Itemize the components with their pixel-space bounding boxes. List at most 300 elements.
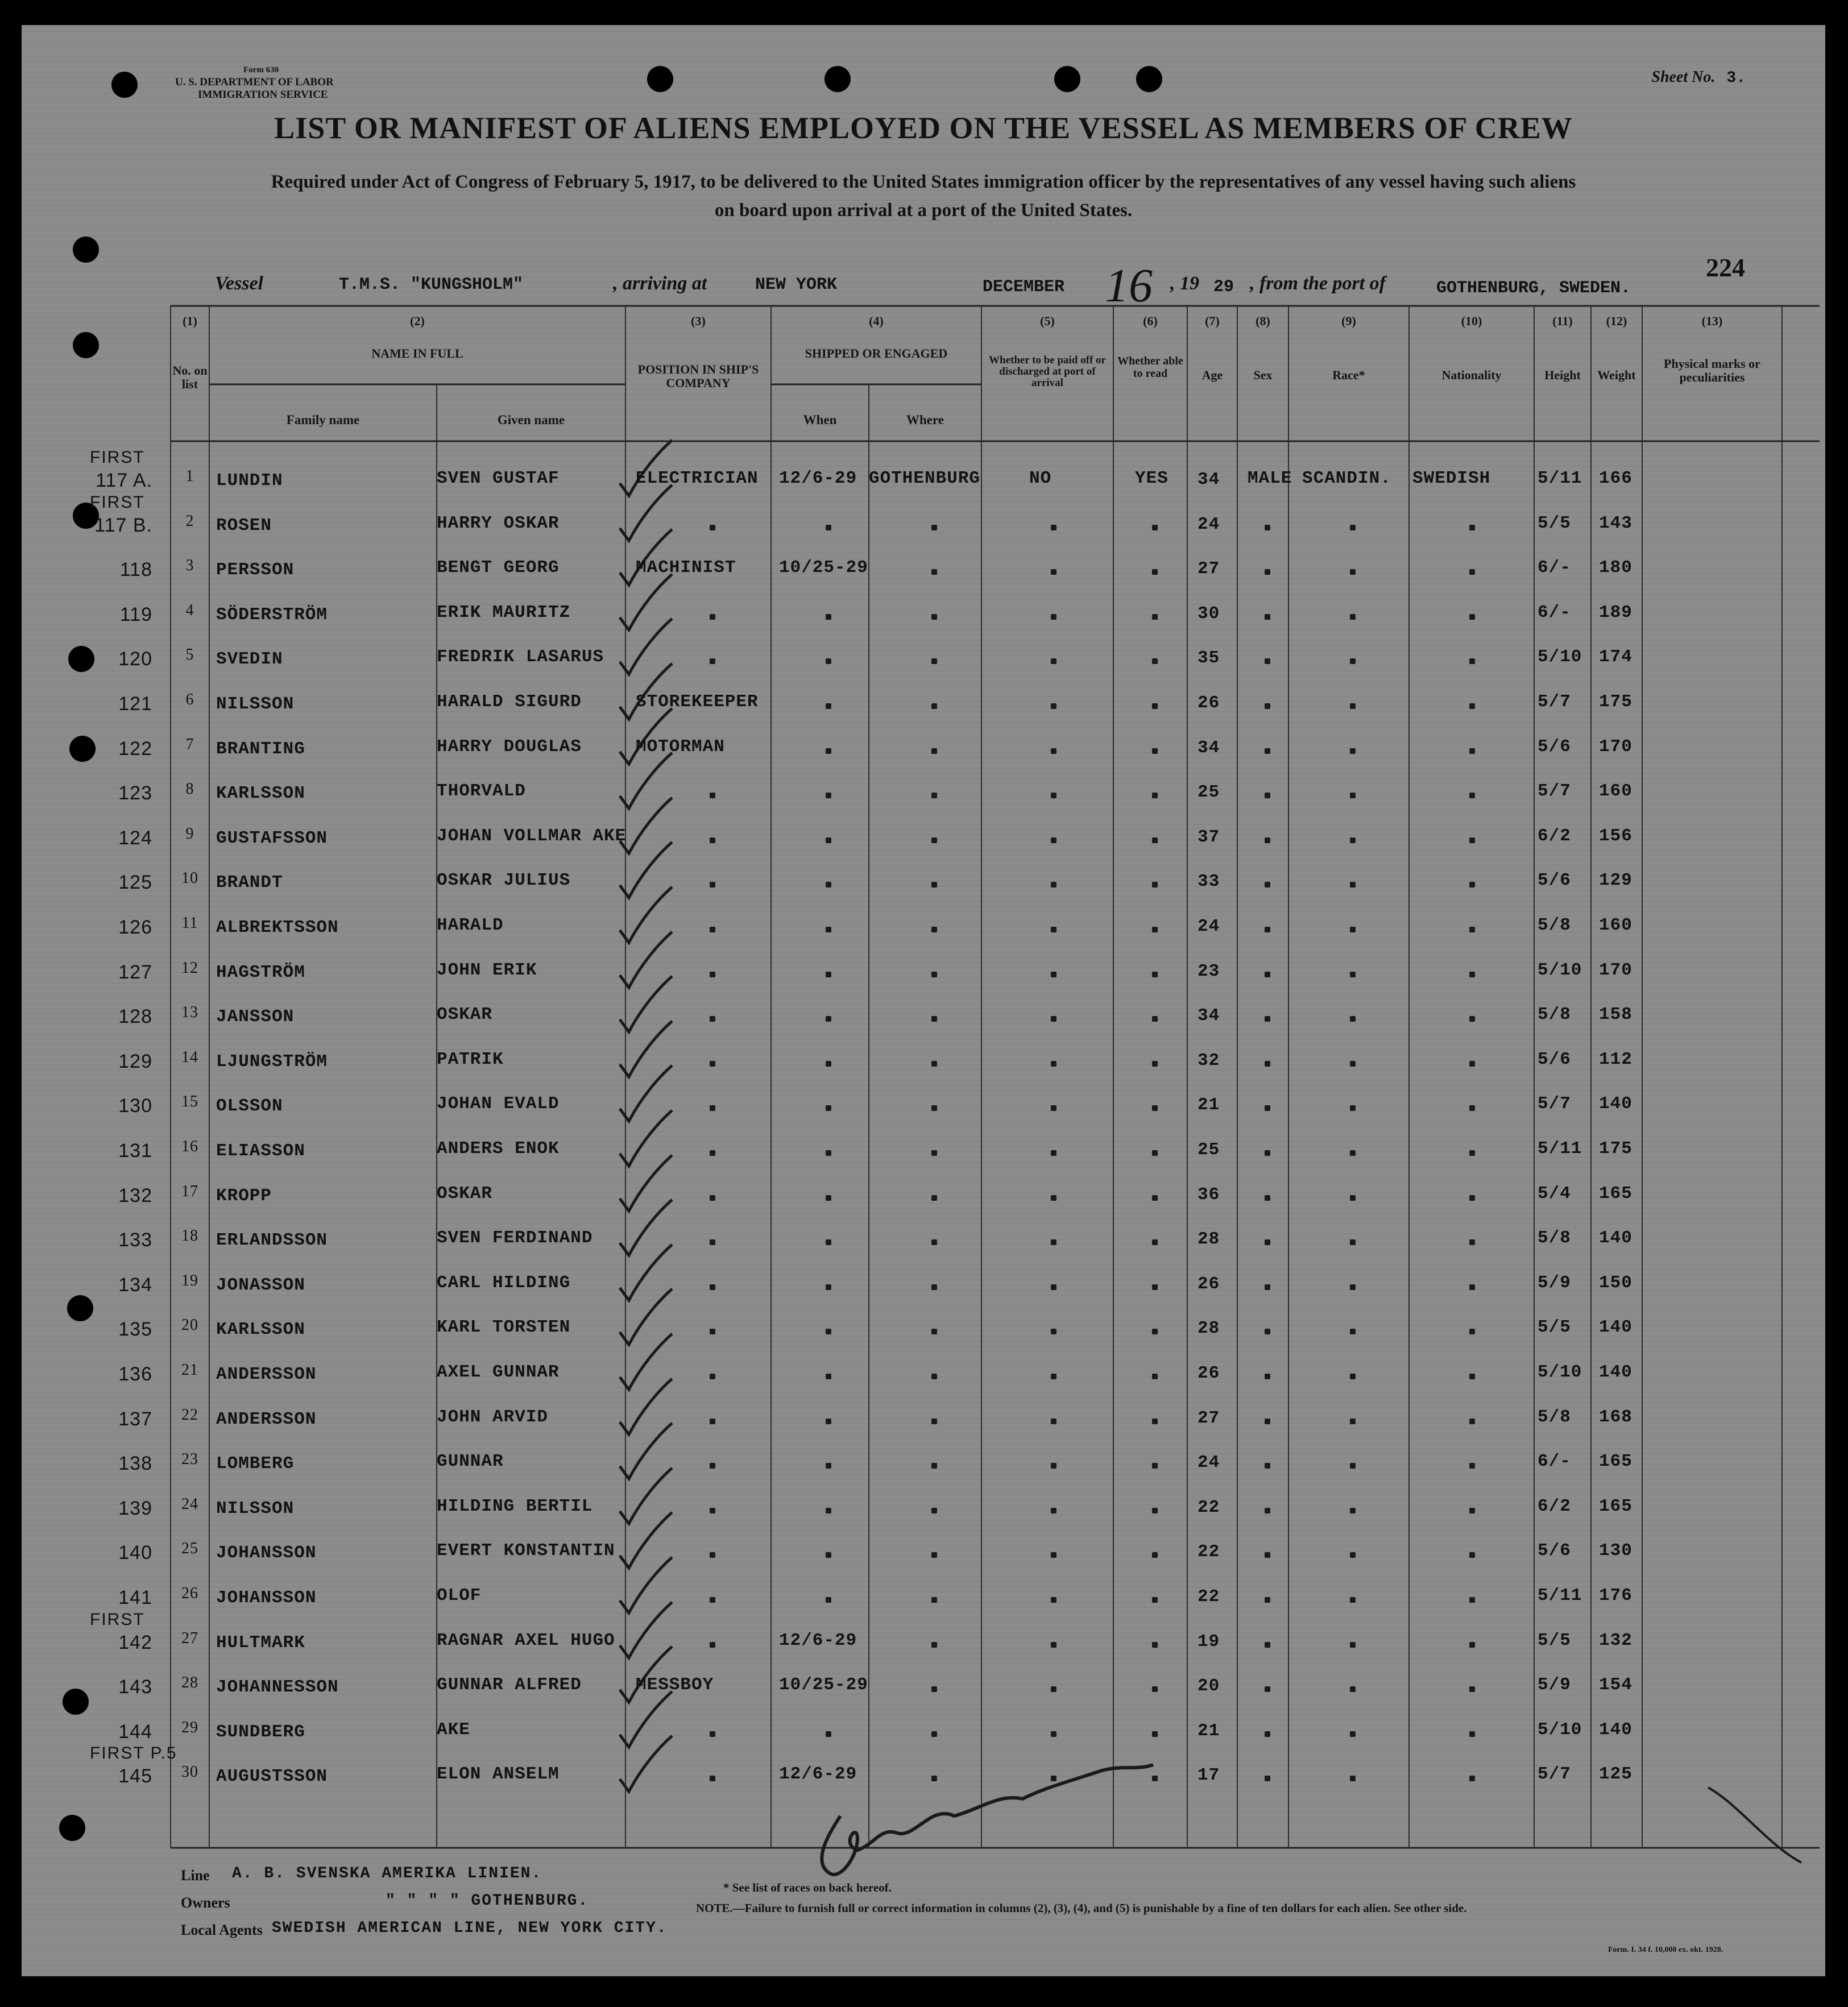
ditto-mark [931,1061,937,1067]
ditto-mark [826,1552,831,1558]
ditto-mark [1051,525,1056,530]
given-name: OSKAR [437,1184,493,1204]
page-number: 224 [1706,253,1745,282]
col-3-number: (3) [691,314,706,328]
ditto-mark [1152,748,1158,754]
ditto-mark [1152,569,1158,575]
ditto-mark [826,927,831,932]
ditto-mark [931,1552,937,1558]
family-name: JOHANSSON [216,1588,317,1608]
age-value: 34 [1198,470,1220,490]
table-row [22,1183,1825,1227]
ditto-mark [931,1686,937,1692]
table-row [22,1585,1825,1629]
ditto-mark [1152,1329,1158,1334]
ditto-mark [1350,927,1356,932]
weight-value: 132 [1599,1631,1632,1651]
height-value: 5/8 [1538,1005,1571,1025]
ditto-mark [1265,1284,1270,1290]
margin-number: 130 [118,1095,152,1117]
ditto-mark [1265,748,1270,754]
ditto-mark [1469,1686,1475,1692]
ditto-mark [1265,1061,1270,1067]
ditto-mark [1469,1731,1475,1737]
ditto-mark [1350,1597,1356,1603]
row-number: 18 [181,1227,198,1245]
ditto-mark [1051,1195,1056,1201]
given-name: EVERT KONSTANTIN [437,1541,615,1561]
ditto-mark [1350,1016,1356,1022]
ditto-mark [1265,569,1270,575]
ditto-mark [1051,972,1056,977]
ditto-mark [826,1105,831,1111]
col-7-number: (7) [1205,314,1220,328]
age-value: 36 [1198,1185,1220,1205]
table-row [22,1719,1825,1763]
ditto-mark [931,1195,937,1201]
subtitle-line-1: Required under Act of Congress of February 5, 1917, to be delivered to the United States immigration officer by the representatives of any vessel having such aliens [271,172,1576,192]
ditto-mark [826,972,831,977]
col-12-number: (12) [1606,314,1627,328]
ditto-mark [1350,525,1356,530]
ditto-mark [1265,972,1270,977]
height-value: 5/9 [1538,1273,1571,1293]
ditto-mark [1469,1329,1475,1334]
ditto-mark [826,1195,831,1201]
weight-value: 140 [1599,1094,1632,1114]
ditto-mark [1265,1508,1270,1513]
margin-number: 132 [118,1185,152,1206]
ditto-mark [1051,1597,1056,1603]
ditto-mark [710,1508,715,1513]
family-name: ALBREKTSSON [216,918,339,938]
ditto-mark [1051,614,1056,620]
col-7-label: Age [1201,368,1223,382]
col-6-number: (6) [1143,314,1158,328]
ditto-mark [1469,614,1475,620]
ditto-mark [826,1463,831,1469]
ditto-mark [710,525,715,530]
family-name: NILSSON [216,694,295,714]
sex-value: MALE [1248,468,1292,488]
table-row [22,557,1825,601]
owners-label: Owners [181,1894,230,1911]
height-value: 5/7 [1538,781,1571,801]
ditto-mark [710,1463,715,1469]
family-name: JOHANSSON [216,1543,317,1563]
ditto-mark [710,1374,715,1379]
given-name: KARL TORSTEN [437,1317,571,1337]
family-name: LOMBERG [216,1454,295,1474]
table-row [22,1495,1825,1540]
position-value: ELECTRICIAN [636,468,759,488]
weight-value: 140 [1599,1317,1632,1337]
ditto-mark [1152,1195,1158,1201]
when-value: 12/6-29 [779,1764,857,1784]
height-value: 5/8 [1538,915,1571,935]
ditto-mark [1265,1463,1270,1469]
row-number: 1 [185,467,194,485]
given-name: THORVALD [437,781,526,801]
height-value: 5/11 [1538,1586,1582,1606]
age-value: 27 [1198,1408,1220,1428]
family-name: SUNDBERG [216,1722,305,1742]
ditto-mark [1152,1686,1158,1692]
ditto-mark [1469,1419,1475,1424]
weight-value: 175 [1599,692,1632,712]
col-2-label: NAME IN FULL [371,346,463,360]
row-number: 29 [181,1719,198,1736]
ditto-mark [1350,972,1356,977]
subtitle-line-2: on board upon arrival at a port of the United States. [714,200,1133,221]
nationality-value: SWEDISH [1412,468,1491,488]
ditto-mark [826,1731,831,1737]
sheet-label: Sheet No. [1651,68,1716,86]
margin-number: 139 [118,1498,152,1519]
ditto-mark [826,525,831,530]
row-number: 27 [181,1629,198,1647]
age-value: 32 [1198,1051,1220,1071]
ditto-mark [1350,1419,1356,1424]
table-row [22,1610,1825,1674]
ditto-mark [826,703,831,709]
col-4-number: (4) [869,314,884,328]
row-number: 10 [181,869,198,887]
height-value: 5/4 [1538,1184,1571,1204]
family-name: KARLSSON [216,1320,305,1340]
age-value: 19 [1198,1632,1220,1652]
ditto-mark [710,882,715,888]
age-value: 24 [1198,1453,1220,1473]
given-name: ELON ANSELM [437,1764,560,1784]
ditto-mark [1051,748,1056,754]
ditto-mark [1152,1552,1158,1558]
col-1-number: (1) [183,314,197,328]
ditto-mark [931,703,937,709]
family-name: JOHANNESSON [216,1677,339,1697]
ditto-mark [1265,1195,1270,1201]
ditto-mark [1469,703,1475,709]
ditto-mark [1152,1239,1158,1245]
month-value: DECEMBER [983,277,1065,297]
year-value: 29 [1213,277,1234,297]
ditto-mark [710,1239,715,1245]
margin-number: 141 [118,1587,152,1608]
weight-value: 170 [1599,960,1632,980]
sheet-value: 3. [1726,69,1746,87]
age-value: 28 [1198,1318,1220,1338]
col-2-family-label: Family name [286,413,360,427]
col-1-label: No. on list [172,363,208,391]
family-name: KARLSSON [216,783,305,803]
ditto-mark [1051,1419,1056,1424]
ditto-mark [1265,1374,1270,1379]
ditto-mark [1469,1642,1475,1648]
given-name: RAGNAR AXEL HUGO [437,1631,615,1651]
table-row [22,1093,1825,1137]
age-value: 22 [1198,1587,1220,1607]
when-value: 12/6-29 [779,468,857,488]
ditto-mark [1051,927,1056,932]
ditto-mark [1265,703,1270,709]
ditto-mark [1265,1552,1270,1558]
ditto-mark [1152,1597,1158,1603]
weight-value: 170 [1599,737,1632,757]
col-10-number: (10) [1461,314,1482,328]
age-value: 17 [1198,1765,1220,1785]
row-number: 17 [181,1183,198,1200]
ditto-mark [1152,703,1158,709]
age-value: 24 [1198,917,1220,936]
ditto-mark [1350,1508,1356,1513]
weight-value: 140 [1599,1720,1632,1740]
paid-value: NO [1029,468,1052,488]
height-value: 6/2 [1538,1496,1571,1516]
margin-number: 137 [118,1408,152,1430]
col-4-where-label: Where [906,413,944,427]
ditto-mark [1152,882,1158,888]
row-number: 19 [181,1272,198,1289]
ditto-mark [931,882,937,888]
ditto-mark [1265,658,1270,664]
ditto-mark [710,837,715,843]
ditto-mark [1051,1463,1056,1469]
ditto-mark [1152,1776,1158,1781]
ditto-mark [1350,1195,1356,1201]
ditto-mark [1051,1239,1056,1245]
row-number: 13 [181,1003,198,1021]
ditto-mark [931,525,937,530]
ditto-mark [1350,1284,1356,1290]
ditto-mark [1469,1195,1475,1201]
age-value: 22 [1198,1498,1220,1517]
height-value: 5/7 [1538,1764,1571,1784]
age-value: 33 [1198,872,1220,891]
ditto-mark [1469,1239,1475,1245]
family-name: ANDERSSON [216,1409,317,1429]
table-row [22,1361,1825,1405]
ditto-mark [931,614,937,620]
margin-number: 117 A. [96,470,152,491]
family-name: BRANTING [216,739,305,759]
agents-label: Local Agents [181,1922,263,1938]
position-value: MOTORMAN [636,737,725,757]
ditto-mark [1152,658,1158,664]
margin-number: 128 [118,1006,152,1027]
age-value: 30 [1198,604,1220,624]
row-number: 22 [181,1406,198,1424]
ditto-mark [1051,1105,1056,1111]
ditto-mark [1051,1061,1056,1067]
form-number: Form 630 [243,65,279,74]
ditto-mark [1265,1642,1270,1648]
ditto-mark [1265,1419,1270,1424]
ditto-mark [1265,1597,1270,1603]
ditto-mark [931,1642,937,1648]
row-number: 26 [181,1585,198,1602]
ditto-mark [1350,569,1356,575]
ditto-mark [826,1016,831,1022]
age-value: 34 [1198,738,1220,758]
col-9-label: Race* [1332,368,1365,382]
row-number: 3 [185,557,194,574]
table-row [22,1048,1825,1093]
ditto-mark [1350,1105,1356,1111]
given-name: AXEL GUNNAR [437,1362,560,1382]
height-value: 5/11 [1538,1139,1582,1159]
age-value: 26 [1198,1363,1220,1383]
ditto-mark [826,837,831,843]
ditto-mark [710,658,715,664]
ditto-mark [931,972,937,977]
ditto-mark [1350,1552,1356,1558]
row-number: 5 [185,646,194,664]
margin-prefix: FIRST [90,1610,145,1629]
given-name: HARRY DOUGLAS [437,737,582,757]
col-4-label: SHIPPED OR ENGAGED [805,346,948,360]
ditto-mark [1265,1686,1270,1692]
height-value: 5/6 [1538,1050,1571,1069]
race-value: SCANDIN. [1302,468,1391,488]
row-number: 8 [185,780,194,798]
age-value: 21 [1198,1095,1220,1115]
ditto-mark [710,1105,715,1111]
ditto-mark [1152,1105,1158,1111]
margin-number: 142 [118,1632,152,1653]
given-name: FREDRIK LASARUS [437,647,604,667]
col-8-label: Sex [1253,368,1273,382]
ditto-mark [1051,1686,1056,1692]
when-value: 10/25-29 [779,558,868,578]
given-name: SVEN FERDINAND [437,1228,593,1248]
height-value: 5/6 [1538,870,1571,890]
weight-value: 156 [1599,826,1632,846]
page-title: LIST OR MANIFEST OF ALIENS EMPLOYED ON THE VESSEL AS MEMBERS OF CREW [274,111,1573,145]
ditto-mark [1265,614,1270,620]
weight-value: 160 [1599,781,1632,801]
col-13-number: (13) [1701,314,1723,328]
ditto-mark [1152,614,1158,620]
arriving-label: , arriving at [613,273,707,294]
margin-number: 136 [118,1363,152,1385]
weight-value: 168 [1599,1407,1632,1427]
ditto-mark [1051,1552,1056,1558]
age-value: 20 [1198,1676,1220,1696]
family-name: BRANDT [216,873,283,893]
weight-value: 189 [1599,603,1632,623]
ditto-mark [1265,1329,1270,1334]
ditto-mark [1469,1105,1475,1111]
height-value: 5/10 [1538,1362,1582,1382]
ditto-mark [1469,793,1475,798]
table-row [22,1003,1825,1048]
ditto-mark [1350,837,1356,843]
ditto-mark [1051,658,1056,664]
given-name: HILDING BERTIL [437,1496,593,1516]
ditto-mark [931,1463,937,1469]
margin-number: 144 [118,1721,152,1743]
ditto-mark [1469,972,1475,977]
table-row [22,1138,1825,1182]
ditto-mark [931,1284,937,1290]
ditto-mark [1350,1239,1356,1245]
ditto-mark [931,569,937,575]
ditto-mark [710,1642,715,1648]
ditto-mark [1350,1374,1356,1379]
margin-number: 118 [119,559,152,580]
height-value: 5/5 [1538,513,1571,533]
ditto-mark [710,1731,715,1737]
weight-value: 165 [1599,1452,1632,1471]
col-2-given-label: Given name [497,413,565,427]
from-label: , from the port of [1250,273,1386,294]
ditto-mark [826,1329,831,1334]
given-name: ERIK MAURITZ [437,603,571,623]
ditto-mark [1152,1508,1158,1513]
row-number: 2 [185,512,194,530]
ditto-mark [1469,1016,1475,1022]
table-row [22,1674,1825,1718]
margin-number: 134 [118,1274,152,1296]
ditto-mark [1051,1016,1056,1022]
ditto-mark [1350,1463,1356,1469]
col-5-label: Whether to be paid off or discharged at port of arrival [989,354,1106,389]
ditto-mark [1152,1642,1158,1648]
row-number: 11 [181,914,198,932]
ditto-mark [710,1061,715,1067]
ditto-mark [826,1508,831,1513]
family-name: ERLANDSSON [216,1230,328,1250]
table-row [22,1744,1825,1807]
given-name: JOHAN EVALD [437,1094,560,1114]
family-name: GUSTAFSSON [216,828,328,848]
table-row [22,825,1825,869]
when-value: 12/6-29 [779,1631,857,1651]
age-value: 28 [1198,1229,1220,1249]
weight-value: 160 [1599,915,1632,935]
day-value: 16 [1105,259,1153,312]
ditto-mark [1152,927,1158,932]
vessel-label: Vessel [215,273,263,294]
ditto-mark [1152,1731,1158,1737]
weight-value: 165 [1599,1184,1632,1204]
margin-number: 140 [118,1542,152,1564]
ditto-mark [1469,882,1475,888]
ditto-mark [1469,1552,1475,1558]
ditto-mark [710,1284,715,1290]
row-number: 23 [181,1450,198,1468]
row-number: 7 [185,736,194,753]
col-5-number: (5) [1040,314,1055,328]
margin-number: 126 [118,917,152,938]
ditto-mark [710,1150,715,1156]
ditto-mark [710,1195,715,1201]
ditto-mark [1265,1239,1270,1245]
ditto-mark [710,1597,715,1603]
family-name: ELIASSON [216,1141,305,1161]
table-row [22,1406,1825,1450]
weight-value: 158 [1599,1005,1632,1025]
given-name: AKE [437,1720,470,1740]
ditto-mark [1152,1419,1158,1424]
ditto-mark [931,837,937,843]
given-name: SVEN GUSTAF [437,468,560,488]
col-11-label: Height [1544,368,1581,382]
weight-value: 125 [1599,1764,1632,1784]
given-name: ANDERS ENOK [437,1139,560,1159]
weight-value: 174 [1599,647,1632,667]
margin-number: 143 [118,1676,152,1698]
